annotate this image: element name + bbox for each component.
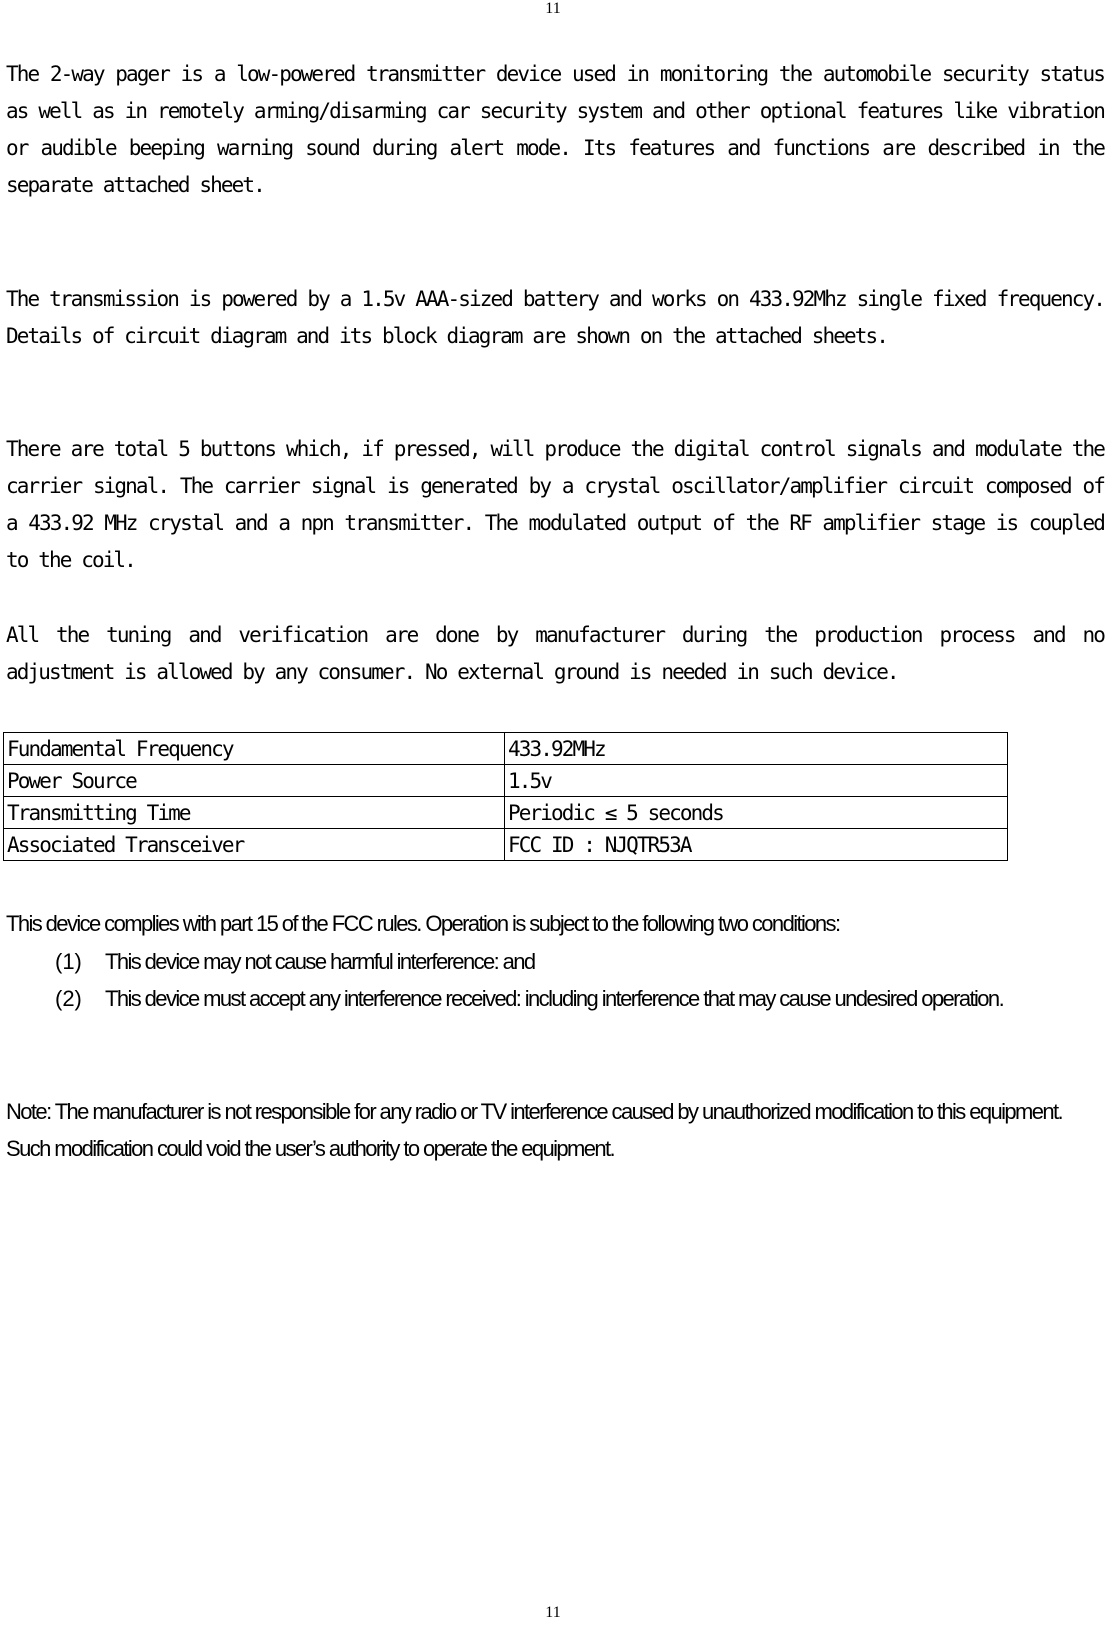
page-number-top: 11 [545, 0, 561, 17]
condition-text: This device may not cause harmful interference: and [105, 949, 535, 974]
paragraph-intro: The 2-way pager is a low-powered transmitter device used in monitoring the automobile security status as well as in remotely arming/disarming car security system and other optional features like vibration or audible beeping warning sound during alert mode. Its features and functions are described in the separate attached sheet. [6, 62, 1104, 197]
fcc-intro: This device complies with part 15 of the FCC rules. Operation is subject to the following two conditions: [6, 911, 840, 936]
spec-label: Associated Transceiver [4, 829, 505, 861]
spec-value: FCC ID : NJQTR53A [505, 829, 1008, 861]
paragraph-tuning: All the tuning and verification are done by manufacturer during the production process and no adjustment is allowed by any consumer. No external ground is needed in such device. [6, 623, 1104, 684]
spec-table [3, 732, 1008, 861]
spec-value: 433.92MHz [505, 733, 1008, 765]
page-number-bottom: 11 [545, 1604, 561, 1621]
condition-number: (1) [55, 949, 82, 974]
table-row [4, 829, 1008, 861]
spec-value: 1.5v [505, 765, 1008, 797]
table-row [4, 765, 1008, 797]
spec-label: Fundamental Frequency [4, 733, 505, 765]
paragraph-buttons: There are total 5 buttons which, if pressed, will produce the digital control signals and modulate the carrier signal. The carrier signal is generated by a crystal oscillator/amplifier circuit composed of a 433.92 MHz crystal and a npn transmitter. The modulated output of the RF amplifier stage is coupled to the coil. [6, 437, 1104, 572]
table-row [4, 733, 1008, 765]
condition-text: This device must accept any interference received: including interference that may cause undesired operation. [105, 986, 1004, 1011]
paragraph-power: The transmission is powered by a 1.5v AAA-sized battery and works on 433.92Mhz single fixed frequency. Details of circuit diagram and its block diagram are shown on the attached sheets. [6, 287, 1104, 348]
spec-label: Transmitting Time [4, 797, 505, 829]
condition-number: (2) [55, 986, 82, 1011]
spec-value: Periodic ≤ 5 seconds [505, 797, 1008, 829]
table-row [4, 797, 1008, 829]
fcc-note: Note: The manufacturer is not responsible for any radio or TV interference caused by unauthorized modification to this equipment. Such modification could void the user’s authority to operate the equipment. [6, 1099, 1063, 1161]
spec-label: Power Source [4, 765, 505, 797]
